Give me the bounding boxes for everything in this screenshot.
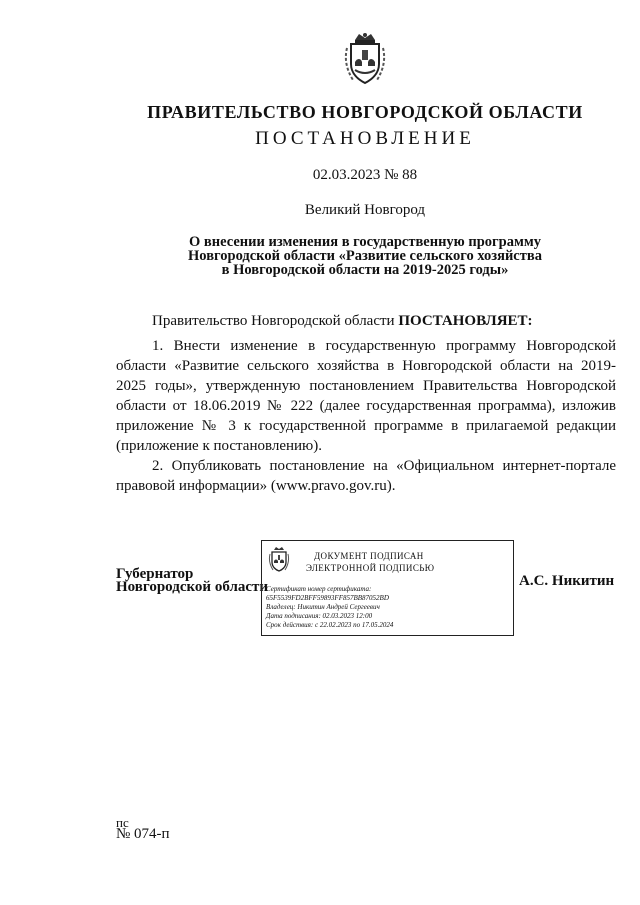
body-line: 1. Внести изменение в государственную программу Новгородской <box>152 338 616 354</box>
document-type: ПОСТАНОВЛЕНИЕ <box>255 128 475 149</box>
stamp-title: ДОКУМЕНТ ПОДПИСАН <box>314 551 424 561</box>
subject-line: О внесении изменения в государственную программу <box>189 234 541 250</box>
stamp-cert-label: Сертификат номер сертификата: <box>266 585 372 593</box>
footer-doc-number: № 074-п <box>116 826 170 842</box>
subject-line: в Новгородской области на 2019-2025 годы» <box>221 262 509 278</box>
stamp-validity: Срок действия: с 22.02.2023 по 17.05.2024 <box>266 621 394 629</box>
signer-name: А.С. Никитин <box>519 573 615 589</box>
stamp-title: ЭЛЕКТРОННОЙ ПОДПИСЬЮ <box>306 563 435 573</box>
organization-title: ПРАВИТЕЛЬСТВО НОВГОРОДСКОЙ ОБЛАСТИ <box>147 102 583 122</box>
stamp-emblem-icon <box>268 545 290 573</box>
document-date-number: 02.03.2023 № 88 <box>312 167 418 183</box>
body-line: правовой информации» (www.pravo.gov.ru). <box>116 478 396 494</box>
signer-position: Губернатор <box>116 566 194 582</box>
stamp-signed-date: Дата подписания: 02.03.2023 12:00 <box>266 612 373 620</box>
intro-paragraph <box>152 313 533 330</box>
body-line: 2. Опубликовать постановление на «Официальном интернет-портале <box>152 458 616 474</box>
intro-bold-verb: ПОСТАНОВЛЯЕТ: <box>398 313 533 329</box>
body-line: области от 18.06.2019 № 222 (далее государственная программа), изложив <box>116 398 616 414</box>
signer-position: Новгородской области <box>116 579 269 595</box>
coat-of-arms-icon <box>343 30 387 86</box>
body-line: (приложение к постановлению). <box>116 438 323 454</box>
body-line: области «Развитие сельского хозяйства в Новгородской области на 2019- <box>116 358 616 374</box>
body-line: 2025 годы», утвержденную постановлением Правительства Новгородской <box>116 378 616 394</box>
body-line: приложение № 3 к государственной программе в прилагаемой редакции <box>116 418 616 434</box>
stamp-cert-number: 65F5539FD2BFF59893FF857BB87052BD <box>266 594 389 602</box>
intro-text: Правительство Новгородской области <box>152 313 399 329</box>
subject-line: Новгородской области «Развитие сельского хозяйства <box>188 248 542 264</box>
stamp-owner: Владелец: Никитин Андрей Сергеевич <box>266 603 380 611</box>
footer-initials: пс <box>116 815 129 830</box>
document-city: Великий Новгород <box>304 202 426 218</box>
electronic-signature-stamp <box>261 540 514 636</box>
